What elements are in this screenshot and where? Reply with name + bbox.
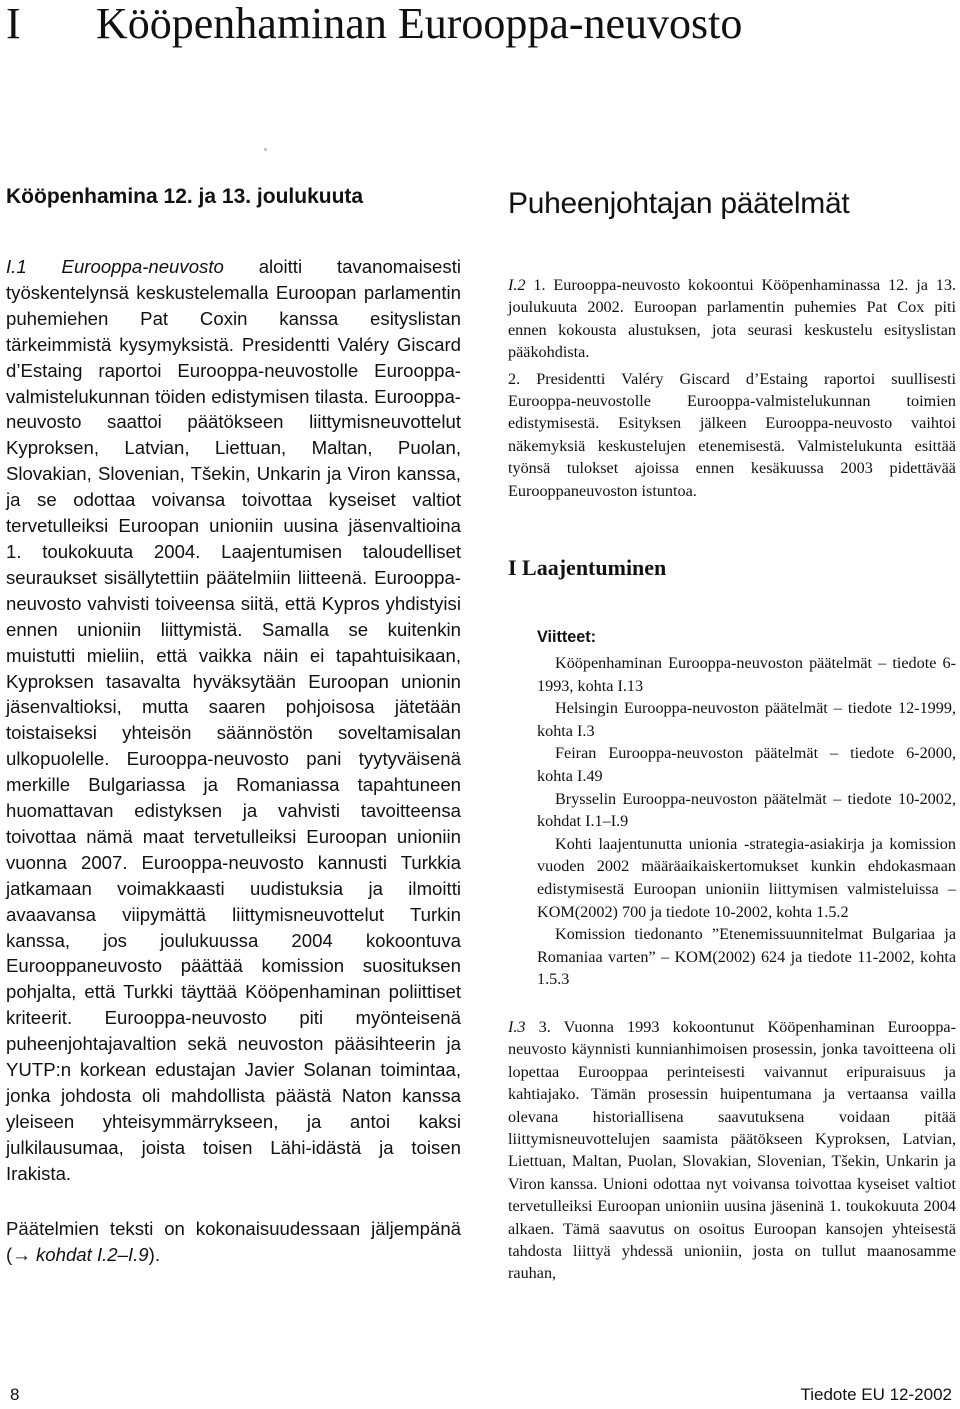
paragraph-text: aloitti tavanomaisesti työskentelynsä keskustelemalla Euroopan parlamentin puhemiehen Pat Coxin kanssa esityslistan tärkeimmistä kysymyksistä. Presidentti Valéry Giscard d’Estaing raportoi Eurooppa-neuvostolle Eurooppa-valmistelukunnan töiden edistymisen tilasta. Eurooppa-neuvosto saattoi päätökseen liittymisneuvottelut Kyproksen, Latvian, Liettuan, Maltan, Puolan, Slovakian, Slovenian, Tšekin, Unkarin ja Viron kanssa, ja se odottaa voivansa toivottaa kyseiset valtiot tervetulleiksi Euroopan unioniin uusina jäsenvaltioina 1. toukokuuta 2004. Laajentumisen taloudelliset seuraukset sisällytettiin päätelmiin liitteenä. Eurooppa-neuvosto vahvisti toiveensa siitä, että Kypros yhdistyisi ennen unioniin liittymistä. Samalla se kuitenkin muistutti mieliin, että vaikka näin ei tapahtuisikaan, Kyproksen tasavalta hyväksytään Euroopan unionin jäsenvaltioksi, mutta saaren pohjoisosa jätetään toistaiseksi yhteisön säännöstön soveltamisalan ulkopuolelle. Eurooppa-neuvosto pani tyytyväisenä merkille Bulgariassa ja Romaniassa tapahtuneen huomattavan edistyksen ja vahvisti tavoitteensa toivottaa nämä maat tervetulleiksi Euroopan unioniin vuonna 2007. Eurooppa-neuvosto kannusti Turkkia jatkamaan voimakkaasti uudistuksia ja ilmoitti avaavansa viipymättä liittymisneuvottelut Turkin kanssa, jos joulukuussa 2004 kokoontuva Eurooppaneuvosto päättää komission suosituksen pohjalta, että Turkki täyttää Kööpenhaminan poliittiset kriteerit. Eurooppa-neuvosto piti myönteisenä puheenjohtajavaltion sekä neuvoston pääsihteerin ja YUTP:n korkean edustajan Javier Solanan toimintaa, jonka johdosta oli mahdollista päästä Naton kanssa yleiseen yhteisymmärrykseen, ja antoi kaksi julkilausumaa, joista toisen Lähi-idästä ja toisen Irakista. bbox=[6, 256, 461, 1184]
reference-item: Komission tiedonanto ”Etenemissuunnitelmat Bulgariaa ja Romaniaa varten” – KOM(2002) 624 ja tiedote 11-2002, kohta 1.5.3 bbox=[537, 925, 956, 989]
summary-paragraph bbox=[6, 254, 461, 1187]
reference-item: Feiran Eurooppa-neuvoston päätelmät – tiedote 6-2000, kohta I.49 bbox=[537, 744, 956, 786]
reference-item: Kohti laajentunutta unionia -strategia-asiakirja ja komission vuoden 2002 määräaikaiskertomukset kunkin ehdokasmaan edistymisestä Euroopan unioniin liittymisen valmisteluissa – KOM(2002) 700 ja tiedote 10-2002, kohta 1.5.2 bbox=[537, 834, 956, 921]
right-column bbox=[508, 186, 956, 1285]
page-number: 8 bbox=[10, 1385, 20, 1404]
reference-item: Helsingin Eurooppa-neuvoston päätelmät – tiedote 12-1999, kohta I.3 bbox=[537, 699, 956, 740]
paragraph-lead: Eurooppa-neuvosto bbox=[61, 256, 224, 277]
chapter-number: I bbox=[6, 0, 21, 48]
paragraph-text: 3. Vuonna 1993 kokoontunut Kööpenhaminan Eurooppa-neuvosto käynnisti kunnianhimoisen prosessin, jonka tavoitteena oli lopettaa Eurooppaa perinteisesti vaivannut eripuraisuus ja kahtiajako. Tämän prosessin huipentumana ja vertaansa vailla olevana historiallisena saavutuksena voidaan pitää liittymisneuvottelujen saamista päätökseen Kyproksen, Latvian, Liettuan, Maltan, Puolan, Slovakian, Slovenian, Tšekin, Unkarin ja Viron kanssa. Unioni odottaa nyt voivansa toivottaa kyseiset valtiot tervetulleiksi Euroopan unioniin uusina jäseninä 1. toukokuuta 2004 alkaen. Tämä saavutus on osoitus Euroopan kansojen yhteisestä tahdosta liittyä yhdessä unioniin, josta on tullut maanosamme rauhan, bbox=[508, 1017, 956, 1283]
closing-end: ). bbox=[148, 1243, 161, 1265]
section-heading: I Laajentuminen bbox=[508, 555, 667, 581]
scan-dot bbox=[264, 148, 267, 151]
paragraph-i2-item1 bbox=[508, 274, 956, 364]
date-heading: Kööpenhamina 12. ja 13. joulukuuta bbox=[6, 185, 364, 208]
item-text: 1. Eurooppa-neuvosto kokoontui Kööpenhaminassa 12. ja 13. joulukuuta 2002. Euroopan parlamentin puhemies Pat Cox piti ennen kokousta alustuksen, jota seurasi keskustelu esityslistan pääkohdista. bbox=[508, 276, 956, 362]
chapter-title: Kööpenhaminan Eurooppa-neuvosto bbox=[96, 0, 743, 48]
left-column bbox=[6, 182, 461, 1267]
references-heading: Viitteet: bbox=[537, 628, 597, 647]
closing-text: Päätelmien teksti on kokonaisuudessaan jäljempänä ( bbox=[6, 1217, 461, 1265]
conclusions-heading: Puheenjohtajan päätelmät bbox=[508, 187, 850, 220]
closing-paragraph bbox=[6, 1216, 461, 1268]
references-block bbox=[537, 626, 956, 991]
publication-label: Tiedote EU 12-2002 bbox=[800, 1385, 952, 1404]
paragraph-i3 bbox=[508, 1016, 956, 1285]
reference-item: Brysselin Eurooppa-neuvoston päätelmät – tiedote 10-2002, kohdat I.1–I.9 bbox=[537, 789, 956, 831]
closing-ref[interactable]: → kohdat I.2–I.9 bbox=[12, 1243, 149, 1265]
paragraph-i2-item2: 2. Presidentti Valéry Giscard d’Estaing raportoi suullisesti Eurooppa-neuvostolle Eurooppa-valmistelukunnan toimien edistymisestä. Esityksen jälkeen Eurooppa-neuvosto vaihtoi näkemyksiä keskustelujen etenemisestä. Valmistelukunta esittää työnsä tulokset ajoissa ennen kesäkuussa 2003 pidettävää Eurooppaneuvoston istuntoa. bbox=[508, 369, 956, 500]
paragraph-ref: I.1 bbox=[6, 256, 27, 277]
reference-item: Kööpenhaminan Eurooppa-neuvoston päätelmät – tiedote 6-1993, kohta I.13 bbox=[537, 654, 956, 695]
paragraph-ref: I.2 bbox=[508, 276, 526, 294]
paragraph-ref: I.3 bbox=[508, 1017, 526, 1036]
